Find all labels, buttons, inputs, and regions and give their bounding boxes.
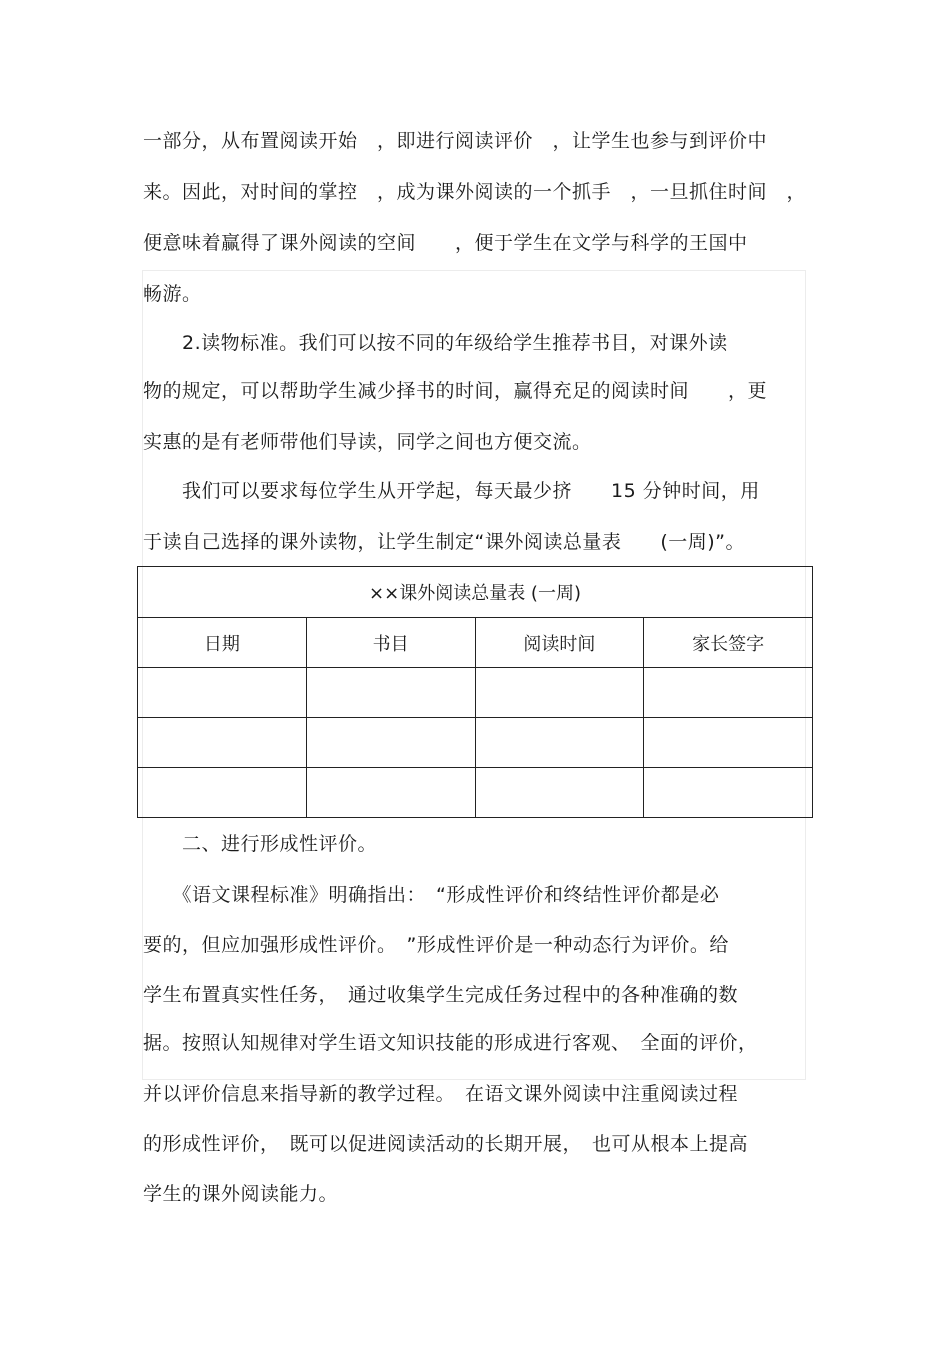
table-title-row	[138, 567, 813, 618]
table-title: ××课外阅读总量表 (一周)	[138, 567, 813, 618]
table-cell	[644, 668, 813, 718]
table-header-row	[138, 618, 813, 668]
table-cell	[306, 668, 475, 718]
paragraph-line: 我们可以要求每位学生从开学起，每天最少挤 15 分钟时间，用	[143, 480, 760, 502]
table-cell	[475, 668, 644, 718]
table-cell	[138, 718, 307, 768]
section-heading: 二、进行形成性评价。	[143, 833, 378, 855]
paragraph-line: 物的规定，可以帮助学生减少择书的时间，赢得充足的阅读时间 ，更	[143, 380, 768, 402]
header-date: 日期	[138, 618, 307, 668]
table-row	[138, 718, 813, 768]
table-cell	[475, 768, 644, 818]
reading-log-table	[137, 566, 813, 818]
table-cell	[306, 718, 475, 768]
paragraph-line: 并以评价信息来指导新的教学过程。 在语文课外阅读中注重阅读过程	[143, 1083, 739, 1105]
paragraph-line: 学生布置真实性任务， 通过收集学生完成任务过程中的各种准确的数	[143, 984, 739, 1006]
paragraph-line: 实惠的是有老师带他们导读，同学之间也方便交流。	[143, 431, 592, 453]
paragraph-line: 便意味着赢得了课外阅读的空间 ，便于学生在文学与科学的王国中	[143, 232, 748, 254]
header-book: 书目	[306, 618, 475, 668]
table-cell	[306, 768, 475, 818]
paragraph-line: 要的，但应加强形成性评价。 ”形成性评价是一种动态行为评价。给	[143, 934, 729, 956]
table-row	[138, 768, 813, 818]
paragraph-line: 的形成性评价， 既可以促进阅读活动的长期开展， 也可从根本上提高	[143, 1133, 749, 1155]
header-reading-time: 阅读时间	[475, 618, 644, 668]
paragraph-line: 据。按照认知规律对学生语文知识技能的形成进行客观、 全面的评价，	[143, 1032, 758, 1054]
table-cell	[644, 718, 813, 768]
table-cell	[475, 718, 644, 768]
paragraph-line: 于读自己选择的课外读物，让学生制定“课外阅读总量表 (一周)”。	[143, 531, 746, 553]
paragraph-line: 一部分，从布置阅读开始 ，即进行阅读评价 ，让学生也参与到评价中	[143, 130, 768, 152]
paragraph-line: 2.读物标准。我们可以按不同的年级给学生推荐书目，对课外读	[143, 332, 728, 354]
table-cell	[138, 768, 307, 818]
table-cell	[644, 768, 813, 818]
paragraph-line: 来。因此，对时间的掌控 ，成为课外阅读的一个抓手 ，一旦抓住时间 ，	[143, 181, 807, 203]
paragraph-line: 学生的课外阅读能力。	[143, 1183, 339, 1205]
header-parent-signature: 家长签字	[644, 618, 813, 668]
paragraph-line: 《语文课程标准》明确指出： “形成性评价和终结性评价都是必	[143, 884, 720, 906]
table-cell	[138, 668, 307, 718]
table-row	[138, 668, 813, 718]
paragraph-line: 畅游。	[143, 283, 202, 305]
